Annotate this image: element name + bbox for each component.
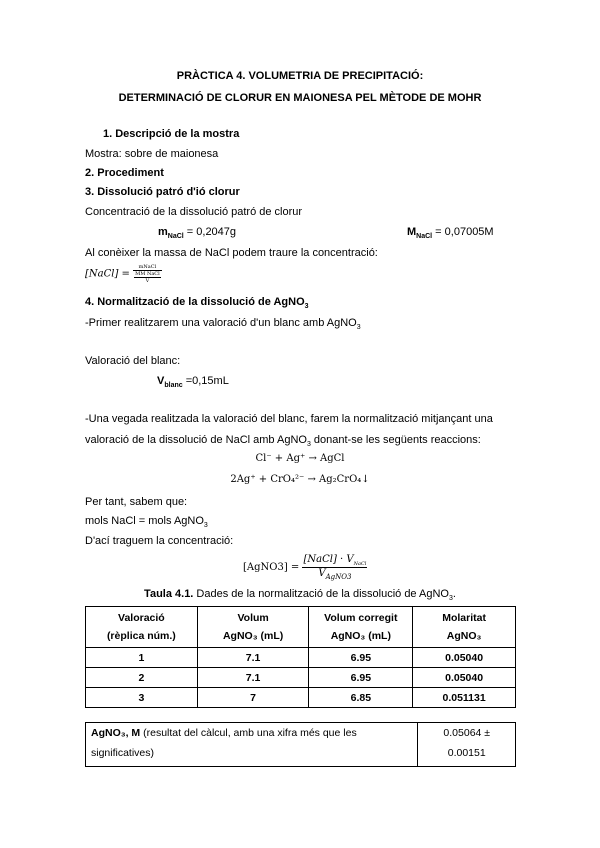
agno3-equation — [243, 554, 367, 581]
eq-numerator — [133, 264, 162, 271]
mass-nacl — [158, 226, 236, 240]
mass-sub: NaCl — [167, 233, 184, 241]
header-volum — [197, 607, 309, 648]
mols-sub: 3 — [203, 522, 208, 530]
molarity-sub: NaCl — [416, 233, 433, 241]
nacl-equation — [85, 264, 162, 284]
cell-molaritat: 0.05040 — [413, 668, 516, 688]
header-molaritat — [413, 607, 516, 648]
primer-text — [85, 317, 361, 331]
result-row — [86, 723, 516, 767]
eq2-num-text: [NaCl] · V — [303, 554, 354, 565]
volum-blanc-symbol: V — [157, 375, 165, 387]
heading-normalitzacio-sub: 3 — [304, 303, 309, 311]
header-volum-l2: AgNO₃ (mL) — [222, 630, 284, 642]
eq2-den-text: V — [318, 568, 326, 579]
mass-value: = 0,2047g — [183, 226, 237, 238]
volum-blanc-sub: blanc — [164, 382, 183, 390]
cell-volum: 7 — [197, 688, 309, 708]
result-label-line-2: significatives) — [91, 747, 155, 759]
primer-text-a: -Primer realitzarem una valoració d'un blanc amb AgNO — [85, 317, 357, 329]
heading-normalitzacio — [85, 296, 309, 310]
eq2-lhs: [AgNO3] = — [243, 562, 300, 573]
conexer-text: Al conèixer la massa de NaCl podem traure la concentració: — [85, 247, 378, 259]
header-volum-l1: Volum — [237, 612, 269, 624]
heading-procediment: 2. Procediment — [85, 167, 164, 179]
cell-volum-corregit: 6.95 — [309, 668, 413, 688]
paragraph-line-2-b: donant-se les següents reaccions: — [310, 434, 481, 446]
eq-mid: MM NaCl — [135, 271, 160, 277]
molarity-nacl — [407, 226, 494, 240]
table-row — [86, 648, 516, 668]
paragraph-line-1: -Una vegada realitzada la valoració del blanc, farem la normalització mitjançant una — [85, 413, 493, 425]
result-label-line-1 — [91, 723, 417, 743]
eq2-den-sub: AgNO3 — [325, 573, 352, 581]
result-value-line-2: 0.00151 — [447, 747, 486, 759]
result-label-bold: AgNO₃, M — [91, 727, 141, 739]
data-table — [85, 606, 516, 708]
cell-volum: 7.1 — [197, 648, 309, 668]
header-valoracio-l1: Valoració — [118, 612, 165, 624]
eq-fraction — [133, 264, 162, 284]
reaction-2: 2Ag⁺ + CrO₄²⁻ → Ag₂CrO₄↓ — [230, 474, 370, 485]
eq-num-text: mNaCl — [138, 264, 157, 270]
table-caption-sub: 3 — [448, 595, 453, 603]
header-volum-corregit-l1: Volum corregit — [324, 612, 398, 624]
table-header-row — [86, 607, 516, 648]
header-valoracio-l2: (rèplica núm.) — [106, 630, 176, 642]
concentracio-text: Concentració de la dissolució patró de clorur — [85, 206, 303, 218]
paragraph-line-2 — [85, 434, 481, 448]
header-volum-corregit-l2: AgNO₃ (mL) — [330, 630, 391, 642]
eq2-fraction — [302, 554, 367, 581]
result-value-line-1: 0.05064 ± — [443, 727, 491, 739]
mostra-text: Mostra: sobre de maionesa — [85, 148, 219, 160]
result-label-cell — [86, 723, 418, 767]
cell-volum-corregit: 6.85 — [309, 688, 413, 708]
title-line-1: PRÀCTICA 4. VOLUMETRIA DE PRECIPITACIÓ: — [176, 70, 424, 82]
eq2-num-sub: NaCl — [353, 561, 367, 567]
cell-volum: 7.1 — [197, 668, 309, 688]
volum-blanc — [157, 375, 229, 389]
table-caption — [0, 588, 600, 602]
molarity-symbol: M — [407, 226, 417, 238]
eq-den: V — [145, 278, 150, 284]
eq-lhs: [NaCl] = — [85, 268, 130, 280]
primer-text-sub: 3 — [356, 324, 361, 332]
per-tant-text: Per tant, sabem que: — [85, 496, 188, 508]
cell-replica: 2 — [86, 668, 198, 688]
cell-replica: 3 — [86, 688, 198, 708]
table-caption-label: Taula 4.1. — [144, 588, 194, 600]
heading-dissolucio-patro: 3. Dissolució patró d'ió clorur — [85, 186, 240, 198]
cell-molaritat: 0.051131 — [413, 688, 516, 708]
cell-volum-corregit: 6.95 — [309, 648, 413, 668]
result-table — [85, 722, 516, 767]
cell-molaritat: 0.05040 — [413, 648, 516, 668]
eq2-numerator — [302, 554, 367, 568]
heading-normalitzacio-text: 4. Normalització de la dissolució de AgNO — [85, 296, 305, 308]
header-volum-corregit — [309, 607, 413, 648]
table-caption-end: . — [452, 588, 456, 600]
volum-blanc-value: =0,15mL — [182, 375, 229, 387]
header-valoracio — [86, 607, 198, 648]
paragraph-line-2-sub: 3 — [306, 441, 311, 449]
header-molaritat-l2: AgNO₃ — [446, 630, 482, 642]
mass-symbol: m — [158, 226, 168, 238]
valoracio-blanc-label: Valoració del blanc: — [85, 355, 181, 367]
result-label-text: (resultat del càlcul, amb una xifra més que les — [140, 727, 357, 739]
result-value-cell — [418, 723, 516, 767]
molarity-value: = 0,07005M — [432, 226, 494, 238]
mols-equality — [85, 515, 208, 529]
eq-denominator — [133, 271, 162, 284]
cell-replica: 1 — [86, 648, 198, 668]
table-caption-text: Dades de la normalització de la dissolució de AgNO — [193, 588, 449, 600]
paragraph-line-2-a: valoració de la dissolució de NaCl amb AgNO — [85, 434, 307, 446]
mols-text: mols NaCl = mols AgNO — [85, 515, 204, 527]
title-line-2: DETERMINACIÓ DE CLORUR EN MAIONESA PEL MÈTODE DE MOHR — [118, 92, 482, 104]
table-row — [86, 668, 516, 688]
heading-descripcio: 1. Descripció de la mostra — [103, 128, 240, 140]
header-molaritat-l1: Molaritat — [442, 612, 486, 624]
table-row — [86, 688, 516, 708]
daci-text: D'ací traguem la concentració: — [85, 535, 234, 547]
reaction-1: Cl⁻ + Ag⁺ → AgCl — [255, 453, 345, 464]
eq2-denominator — [302, 568, 367, 581]
